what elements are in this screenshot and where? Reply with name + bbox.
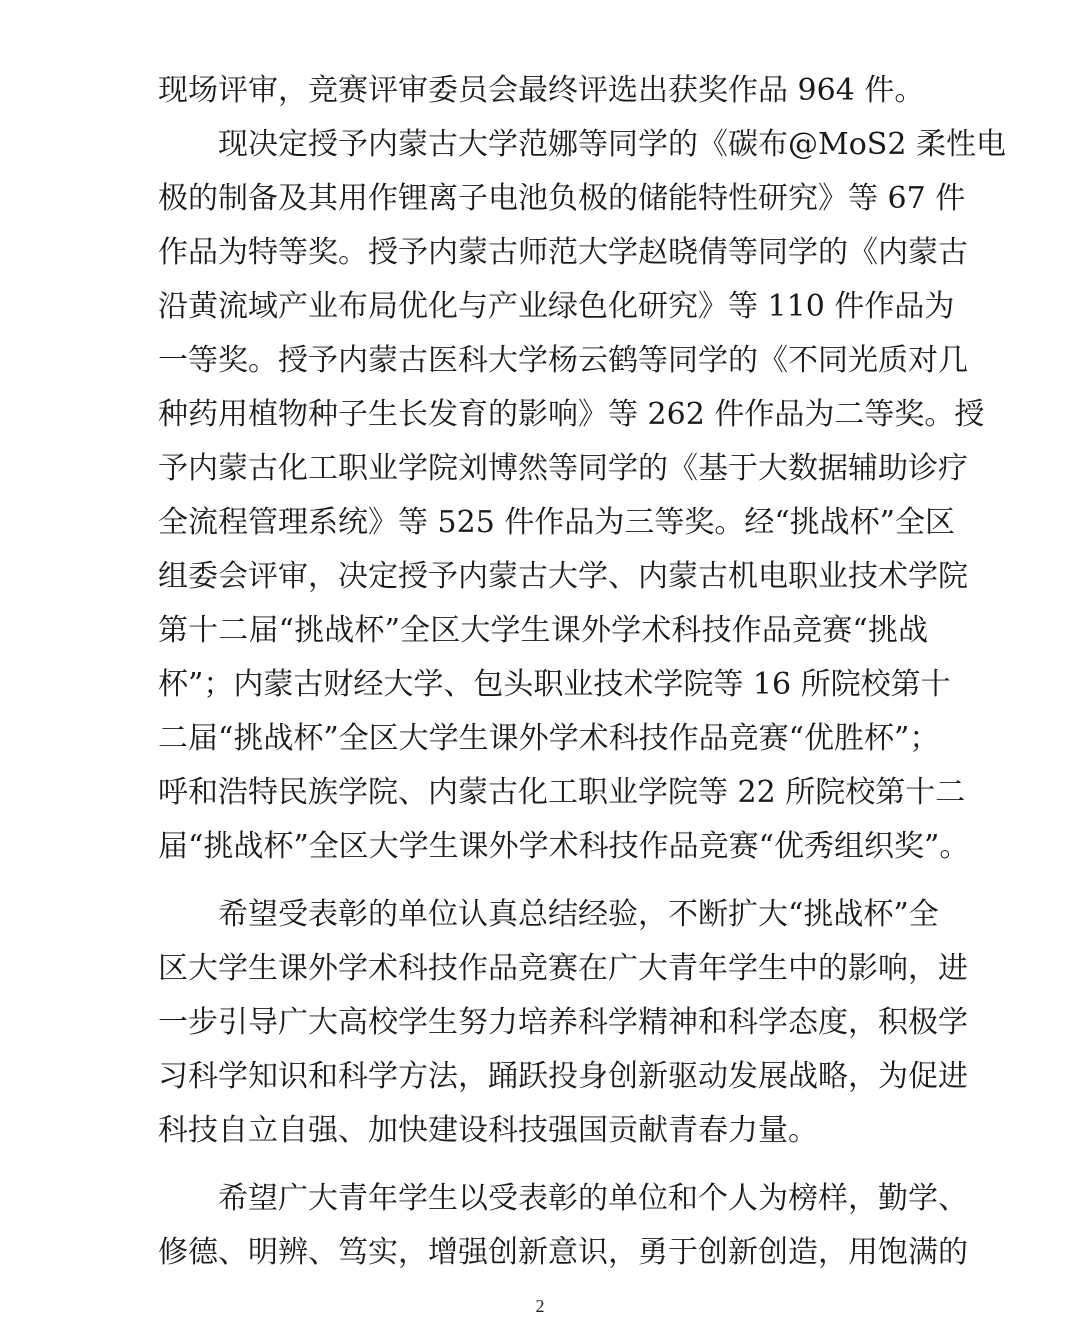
text-line: 全流程管理系统》等 525 件作品为三等奖。经“挑战杯”全区 [158,505,956,540]
text-line: 现决定授予内蒙古大学范娜等同学的《碳布@MoS2 柔性电 [218,127,1006,162]
text-line: 杯”；内蒙古财经大学、包头职业技术学院等 16 所院校第十 [158,667,951,702]
text-line: 区大学生课外学术科技作品竞赛在广大青年学生中的影响，进 [158,951,968,986]
text-line: 希望受表彰的单位认真总结经验，不断扩大“挑战杯”全 [218,897,939,932]
text-line: 呼和浩特民族学院、内蒙古化工职业学院等 22 所院校第十二 [158,775,966,810]
text-line: 现场评审，竞赛评审委员会最终评选出获奖作品 964 件。 [158,73,925,108]
text-line: 希望广大青年学生以受表彰的单位和个人为榜样，勤学、 [218,1181,968,1216]
text-line: 极的制备及其用作锂离子电池负极的储能特性研究》等 67 件 [158,181,966,216]
text-line: 种药用植物种子生长发育的影响》等 262 件作品为二等奖。授 [158,397,985,432]
text-line: 沿黄流域产业布局优化与产业绿色化研究》等 110 件作品为 [158,289,955,324]
text-line: 届“挑战杯”全区大学生课外学术科技作品竞赛“优秀组织奖”。 [158,829,970,864]
text-line: 予内蒙古化工职业学院刘博然等同学的《基于大数据辅助诊疗 [158,451,968,486]
text-line: 科技自立自强、加快建设科技强国贡献青春力量。 [158,1113,818,1148]
text-line: 组委会评审，决定授予内蒙古大学、内蒙古机电职业技术学院 [158,559,968,594]
text-line: 第十二届“挑战杯”全区大学生课外学术科技作品竞赛“挑战 [158,613,928,648]
text-line: 修德、明辨、笃实，增强创新意识，勇于创新创造，用饱满的 [158,1235,968,1270]
text-line: 作品为特等奖。授予内蒙古师范大学赵晓倩等同学的《内蒙古 [158,235,968,270]
text-line: 一等奖。授予内蒙古医科大学杨云鹤等同学的《不同光质对几 [158,343,968,378]
text-line: 习科学知识和科学方法，踊跃投身创新驱动发展战略，为促进 [158,1059,968,1094]
page-number: 2 [535,1296,545,1316]
text-line: 一步引导广大高校学生努力培养科学精神和科学态度，积极学 [158,1005,968,1040]
text-line: 二届“挑战杯”全区大学生课外学术科技作品竞赛“优胜杯”； [158,721,940,756]
